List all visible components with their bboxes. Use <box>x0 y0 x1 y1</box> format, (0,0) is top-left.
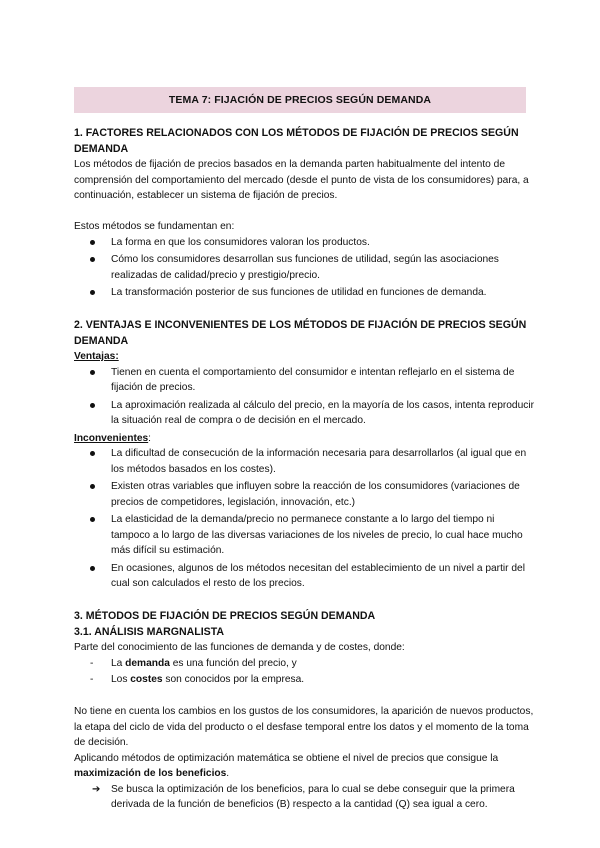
list-item: La dificultad de consecución de la información necesaria para desarrollarlos (al igual que en los métodos basados en los costes). <box>74 446 534 477</box>
list-item: Cómo los consumidores desarrollan sus funciones de utilidad, según las asociaciones realizadas de calidad/precio y prestigio/precio. <box>74 252 534 283</box>
dash-list <box>74 656 534 688</box>
document-body <box>74 126 534 813</box>
list-item: - Los costes son conocidos por la empresa. <box>74 672 534 688</box>
list-item: Existen otras variables que influyen sobre la reacción de los consumidores (variaciones de precios de competidores, legislación, innovación, etc.) <box>74 479 534 510</box>
section-1-heading: 1. FACTORES RELACIONADOS CON LOS MÉTODOS DE FIJACIÓN DE PRECIOS SEGÚN DEMANDA <box>74 127 519 155</box>
inconvenientes-colon: : <box>148 432 152 444</box>
section-1-bullet-list <box>74 235 534 301</box>
list-item: ➔ Se busca la optimización de los beneficios, para lo cual se debe conseguir que la primera derivada de la función de beneficios (B) respecto a la cantidad (Q) sea igual a cero. <box>92 783 515 810</box>
list-item: Tienen en cuenta el comportamiento del consumidor e intentan reflejarlo en el sistema de fijación de precios. <box>74 365 534 396</box>
section-3-paragraph-2: No tiene en cuenta los cambios en los gustos de los consumidores, la aparición de nuevos productos, la etapa del ciclo de vida del producto o el desfase temporal entre los datos y el momento de la toma de decisión. <box>74 706 534 748</box>
section-3-heading: 3. MÉTODOS DE FIJACIÓN DE PRECIOS SEGÚN DEMANDA <box>74 610 376 622</box>
list-item: En ocasiones, algunos de los métodos necesitan del establecimiento de un nivel a partir del cual son calculados el resto de los precios. <box>74 561 534 592</box>
list-item: La aproximación realizada al cálculo del precio, en la mayoría de los casos, intenta reproducir la situación real de compra o de decisión en el mercado. <box>74 398 534 429</box>
section-3-1-heading: 3.1. ANÁLISIS MARGNALISTA <box>74 625 225 638</box>
arrow-right-icon: ➔ <box>92 783 101 795</box>
list-item: La transformación posterior de sus funciones de utilidad en funciones de demanda. <box>74 285 534 301</box>
list-item: La elasticidad de la demanda/precio no permanece constante a lo largo del tiempo ni tampoco a lo largo de las diversas variaciones de los niveles de precio, lo cual hace mucho más difícil su estimación. <box>74 512 534 559</box>
section-1-intro: Estos métodos se fundamentan en: <box>74 221 235 232</box>
inconvenientes-list <box>74 446 534 592</box>
list-item: - La demanda es una función del precio, y <box>74 656 534 672</box>
section-1-paragraph: Los métodos de fijación de precios basados en la demanda parten habitualmente del intento de comprensión del comportamiento del mercado (desde el punto de vista de los consumidores) para, a continuación, establecer un sistema de fijación de precios. <box>74 159 529 201</box>
section-3-paragraph-3: Aplicando métodos de optimización matemática se obtiene el nivel de precios que consigue la maximización de los beneficios. <box>74 752 499 779</box>
list-item: La forma en que los consumidores valoran los productos. <box>74 235 534 251</box>
inconvenientes-label: Inconvenientes <box>74 432 149 444</box>
section-3-paragraph-1: Parte del conocimiento de las funciones de demanda y de costes, donde: <box>74 642 405 653</box>
ventajas-list <box>74 365 534 429</box>
arrow-list <box>74 782 534 813</box>
section-2-heading: 2. VENTAJAS E INCONVENIENTES DE LOS MÉTODOS DE FIJACIÓN DE PRECIOS SEGÚN DEMANDA <box>74 319 527 347</box>
ventajas-label: Ventajas: <box>74 351 119 362</box>
page-title: TEMA 7: FIJACIÓN DE PRECIOS SEGÚN DEMANDA <box>74 87 526 113</box>
